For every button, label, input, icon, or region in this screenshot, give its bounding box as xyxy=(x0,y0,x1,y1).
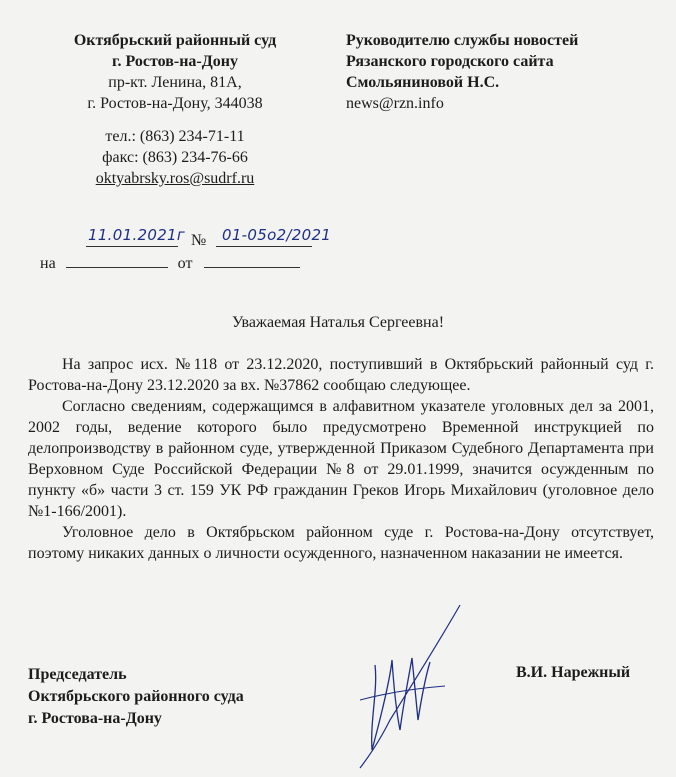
sender-email-link[interactable]: oktyabrsky.ros@sudrf.ru xyxy=(95,170,255,187)
sender-fax: факс: (863) 234-76-66 xyxy=(102,149,248,166)
ot-label: от xyxy=(177,255,193,272)
number-underline xyxy=(216,246,312,247)
recipient-line2: Рязанского городского сайта xyxy=(346,53,554,70)
recipient-line1: Руководителю службы новостей xyxy=(346,32,579,49)
sender-address-line1: пр-кт. Ленина, 81А, xyxy=(108,74,242,91)
signatory-title xyxy=(28,664,244,730)
number-label: № xyxy=(191,232,207,249)
handwritten-number: 01-05о2/2021 xyxy=(222,226,332,244)
na-label: на xyxy=(40,255,56,272)
recipient-email: news@rzn.info xyxy=(346,95,444,112)
sender-address-line2: г. Ростов-на-Дону, 344038 xyxy=(87,95,263,112)
signatory-title-line3: г. Ростова-на-Дону xyxy=(28,710,162,727)
body-paragraph-2: Согласно сведениям, содержащимся в алфавитном указателе уголовных дел за 2001, 2002 годы, ведение которого было предусмотрено Временной инструкцией по делопроизводству в районном суде, утвержденной Приказом Судебного Департамента при Верховном Суде Российской Федерации №8 от 29.01.1999, значится осужденным по пункту «б» части 3 ст. 159 УК РФ гражданин Греков Игорь Михайлович (уголовное дело №1-166/2001). xyxy=(28,398,654,520)
sender-city: г. Ростов-на-Дону xyxy=(112,53,238,70)
signatory-title-line2: Октябрьского районного суда xyxy=(28,688,244,705)
date-underline xyxy=(86,246,178,247)
reference-line xyxy=(40,255,300,273)
handwritten-date: 11.01.2021г xyxy=(88,226,186,244)
signatory-title-line1: Председатель xyxy=(28,666,127,683)
body-paragraph-1: На запрос исх. №118 от 23.12.2020, поступивший в Октябрьский районный суд г. Ростова-на-Дону 23.12.2020 за вх. №37862 сообщаю следующее. xyxy=(28,356,654,394)
salutation: Уважаемая Наталья Сергеевна! xyxy=(231,314,445,331)
sender-block xyxy=(40,30,310,189)
handwritten-signature xyxy=(330,600,480,770)
recipient-line3: Смольяниновой Н.С. xyxy=(346,74,500,91)
body-paragraph-3: Уголовное дело в Октябрьском районном суде г. Ростова-на-Дону отсутствует, поэтому никаких данных о личности осужденного, назначенном наказании не имеется. xyxy=(28,524,654,562)
signatory-name: В.И. Нарежный xyxy=(516,664,631,681)
ot-blank xyxy=(204,267,300,268)
recipient-block xyxy=(346,30,666,114)
sender-court-name: Октябрьский районный суд xyxy=(73,32,277,49)
letter-body xyxy=(28,354,654,564)
na-blank xyxy=(66,267,168,268)
sender-phone: тел.: (863) 234-71-11 xyxy=(105,128,245,145)
